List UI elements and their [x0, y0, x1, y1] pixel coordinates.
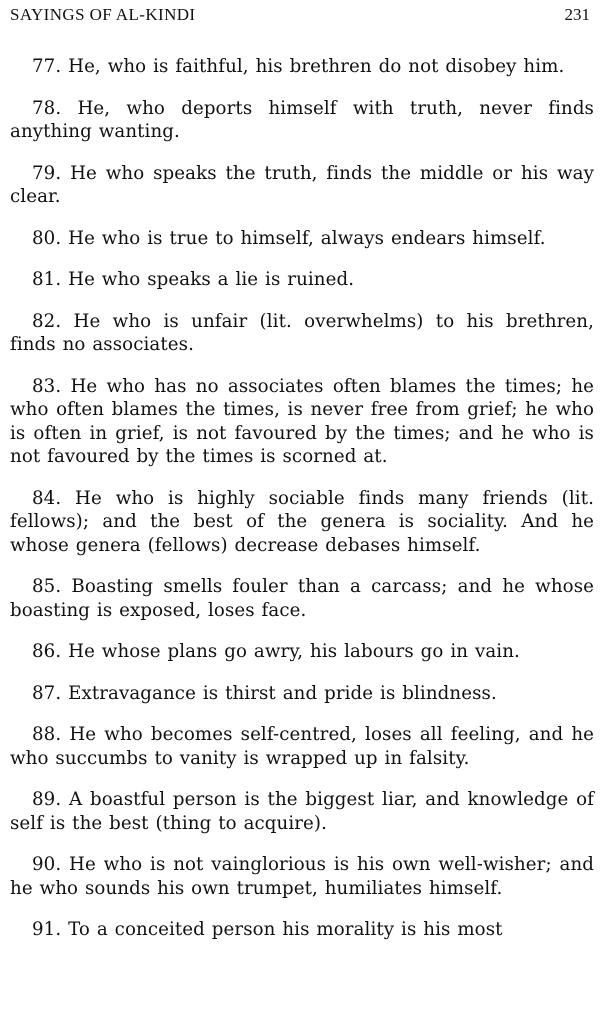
saying-88: 88. He who becomes self-centred, loses all feeling, and he who succumbs to vanity is wrapped up in falsity.: [10, 724, 594, 769]
running-head: SAYINGS OF AL-KINDI: [10, 5, 196, 24]
saying-91: 91. To a conceited person his morality is his most: [32, 919, 503, 940]
saying-82: 82. He who is unfair (lit. overwhelms) to his brethren, finds no associates.: [10, 310, 594, 355]
saying-89: 89. A boastful person is the biggest liar, and knowledge of self is the best (thing to acquire).: [10, 789, 594, 834]
saying-80: 80. He who is true to himself, always endears himself.: [32, 227, 546, 249]
page-number: 231: [564, 5, 590, 24]
saying-85: 85. Boasting smells fouler than a carcass; and he whose boasting is exposed, loses face.: [10, 576, 594, 621]
body-text: [10, 55, 594, 960]
saying-78: 78. He, who deports himself with truth, never finds anything wanting.: [10, 97, 594, 142]
saying-90: 90. He who is not vainglorious is his own well-wisher; and he who sounds his own trumpet, humiliates himself.: [10, 854, 594, 899]
saying-77: 77. He, who is faithful, his brethren do not disobey him.: [32, 56, 565, 77]
saying-87: 87. Extravagance is thirst and pride is blindness.: [32, 682, 497, 704]
saying-84: 84. He who is highly sociable finds many friends (lit. fellows); and the best of the genera is sociality. And he whose genera (fellows) decrease debases himself.: [10, 487, 594, 556]
saying-81: 81. He who speaks a lie is ruined.: [32, 269, 355, 290]
page-header: [10, 5, 590, 31]
saying-86: 86. He whose plans go awry, his labours go in vain.: [32, 641, 520, 662]
saying-83: 83. He who has no associates often blames the times; he who often blames the times, is never free from grief; he who is often in grief, is not favoured by the times; and he who is not favoured by the times is scorned at.: [10, 375, 594, 467]
saying-79: 79. He who speaks the truth, finds the middle or his way clear.: [10, 162, 594, 207]
